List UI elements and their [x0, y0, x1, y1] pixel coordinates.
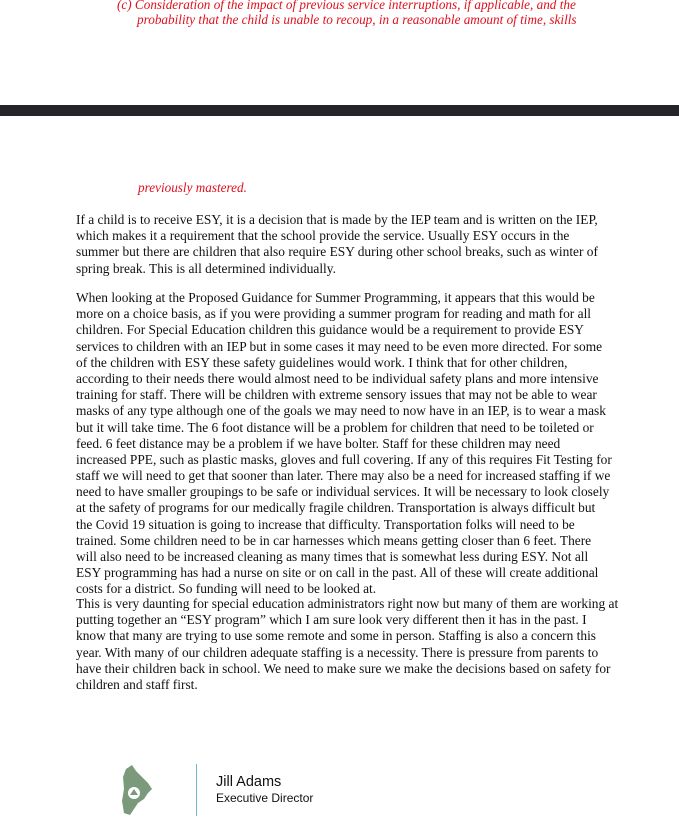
paragraph-line: services to children with an IEP but in some cases it may need to be even more directed. For some: [76, 338, 603, 354]
paragraph-2: [76, 290, 612, 598]
signature-divider: [196, 764, 197, 816]
paragraph-line: know that many are trying to use some remote and some in person. Staffing is also a concern this: [76, 628, 597, 644]
excerpt-line-2: probability that the child is unable to recoup, in a reasonable amount of time, skills: [137, 12, 577, 27]
paragraph-line: which makes it a requirement that the school provide the service. Usually ESY occurs in the: [76, 228, 570, 244]
excerpt-line-1: (c) Consideration of the impact of previous service interruptions, if applicable, and the: [117, 0, 576, 12]
paragraph-line: ESY programming has had a nurse on site or on call in the past. All of these will create additional: [76, 565, 599, 581]
paragraph-line: year. With many of our children adequate staffing is a necessity. There is pressure from parents to: [76, 644, 599, 660]
paragraph-line: children and staff first.: [76, 676, 198, 692]
paragraph-line: This is very daunting for special education administrators right now but many of them are working at: [76, 596, 619, 611]
paragraph-line: have their children back in school. We need to make sure we make the decisions based on safety for: [76, 660, 611, 676]
paragraph-line: but it will take time. The 6 foot distance will be a problem for children that need to be toileted or: [76, 419, 594, 435]
signer-name: Jill Adams: [216, 774, 282, 790]
paragraph-line: summer but there are children that also require ESY during other school breaks, such as winter of: [76, 244, 598, 260]
paragraph-line: trained. Some children need to be in car harnesses which means getting closer than 6 feet. There: [76, 532, 592, 548]
paragraph-line: spring break. This is all determined individually.: [76, 260, 336, 276]
paragraph-line: costs for a district. So funding will need to be looked at.: [76, 581, 377, 597]
paragraph-line: feed. 6 feet distance may be a problem if we have bolter. Staff for these children may need: [76, 435, 561, 451]
signer-title: Executive Director: [216, 791, 314, 805]
paragraph-line: will also need to be increased cleaning as many times that is somewhat less during ESY. Not all: [76, 549, 589, 564]
paragraph-line: training for staff. There will be children with extreme sensory issues that may not be able to wear: [76, 387, 597, 403]
paragraph-line: children. For Special Education children this guidance would be a requirement to provide ESY: [76, 322, 584, 338]
paragraph-3: [76, 596, 618, 693]
paragraph-line: staff we will need to get that sooner than later. There may also be a need for increased staffing if we: [76, 468, 611, 484]
paragraph-line: putting together an “ESY program” which I am sure look very different then it has in the past. I: [76, 612, 587, 628]
paragraph-line: the Covid 19 situation is going to increase that difficulty. Transportation folks will need to be: [76, 516, 575, 532]
paragraph-line: If a child is to receive ESY, it is a decision that is made by the IEP team and is written on the IEP,: [76, 212, 598, 227]
paragraph-line: according to their needs there would almost need to be individual safety plans and more intensive: [76, 370, 599, 386]
paragraph-line: of the children with ESY these safety guidelines would work. I think that for other children,: [76, 354, 568, 370]
maine-state-logo-icon: [120, 765, 154, 820]
paragraph-line: more on a choice basis, as if you were providing a summer program for reading and math for all: [76, 306, 592, 322]
paragraph-line: need to have smaller groupings to be safe or individual services. It will be necessary to look closely: [76, 484, 610, 500]
paragraph-line: increased PPE, such as plastic masks, gloves and full covering. If any of this requires Fit Testing for: [76, 451, 612, 467]
paragraph-line: masks of any type although one of the goals we may need to now have in an IEP, is to wear a mask: [76, 403, 606, 419]
paragraph-line: When looking at the Proposed Guidance for Summer Programming, it appears that this would be: [76, 290, 595, 305]
paragraph-1: [76, 212, 598, 277]
excerpt-continuation: previously mastered.: [138, 180, 247, 195]
page-separator: [0, 105, 679, 116]
paragraph-line: at the safety of programs for our medically fragile children. Transportation is always difficult but: [76, 500, 596, 516]
